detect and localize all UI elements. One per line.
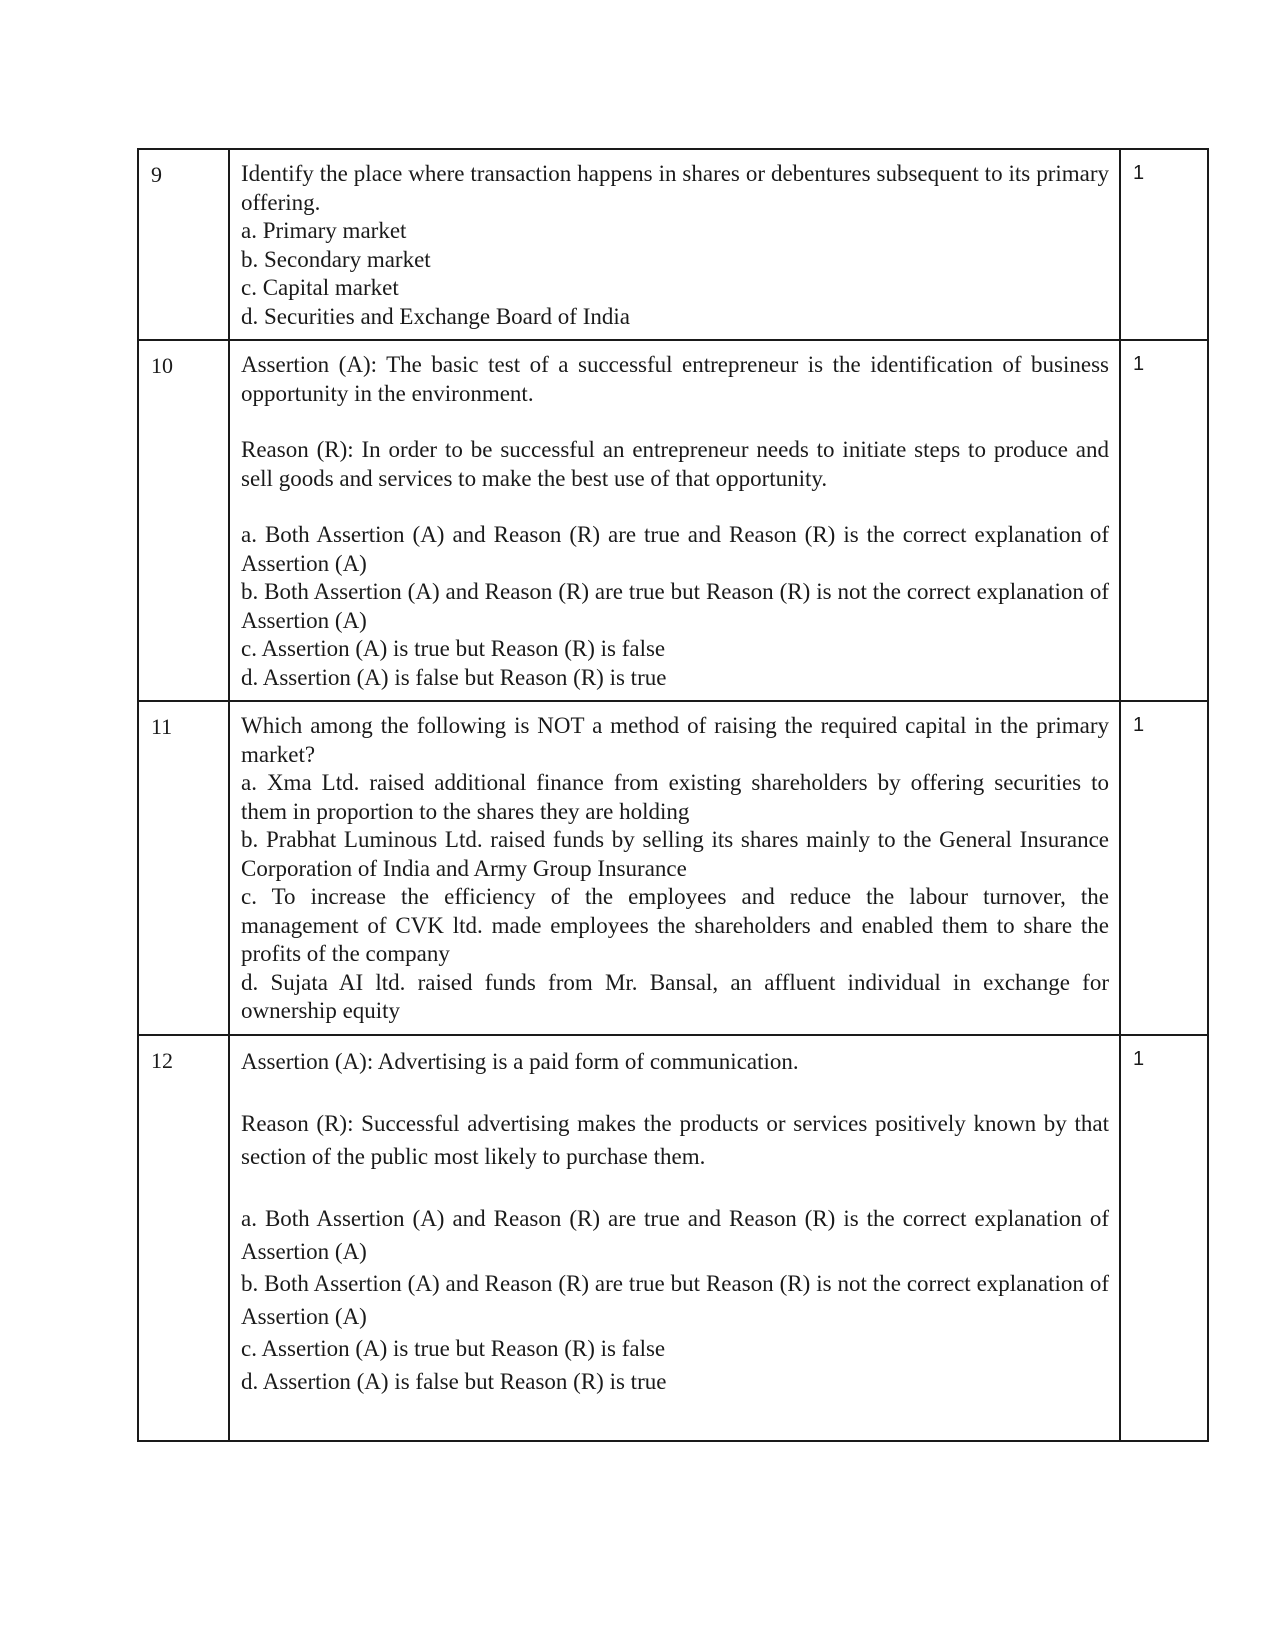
question-marks: 1 bbox=[1120, 1035, 1208, 1441]
question-marks: 1 bbox=[1120, 340, 1208, 701]
question-stem: Which among the following is NOT a method of raising the required capital in the primary market? bbox=[241, 713, 1109, 767]
reason-text: Reason (R): In order to be successful an entrepreneur needs to initiate steps to produce and sell goods and services to make the best use of that opportunity. bbox=[241, 437, 1109, 491]
option-c: c. To increase the efficiency of the employees and reduce the labour turnover, the management of CVK ltd. made employees the shareholders and enabled them to share the profits of the company bbox=[241, 884, 1109, 966]
option-d: d. Sujata AI ltd. raised funds from Mr. Bansal, an affluent individual in exchange for ownership equity bbox=[241, 969, 1109, 1023]
option-a: a. Xma Ltd. raised additional finance from existing shareholders by offering securities to them in proportion to the shares they are holding bbox=[241, 770, 1109, 824]
option-d: d. Assertion (A) is false but Reason (R) is true bbox=[241, 664, 667, 690]
question-text bbox=[229, 340, 1120, 701]
option-a: a. Both Assertion (A) and Reason (R) are true and Reason (R) is the correct explanation of Assertion (A) bbox=[241, 522, 1109, 576]
option-c: c. Assertion (A) is true but Reason (R) is false bbox=[241, 636, 666, 661]
assertion-text: Assertion (A): The basic test of a successful entrepreneur is the identification of business opportunity in the environment. bbox=[241, 352, 1109, 406]
question-table bbox=[137, 148, 1209, 1442]
option-d: d. Assertion (A) is false but Reason (R) is true bbox=[241, 1368, 667, 1394]
option-c: c. Capital market bbox=[241, 275, 399, 300]
question-marks: 1 bbox=[1120, 149, 1208, 340]
question-number: 9 bbox=[138, 149, 229, 340]
option-b: b. Prabhat Luminous Ltd. raised funds by selling its shares mainly to the General Insurance Corporation of India and Army Group Insurance bbox=[241, 827, 1109, 881]
question-number: 11 bbox=[138, 701, 229, 1035]
option-a: a. Primary market bbox=[241, 218, 407, 243]
question-row-10 bbox=[138, 340, 1208, 701]
question-text bbox=[229, 1035, 1120, 1441]
option-b: b. Both Assertion (A) and Reason (R) are true but Reason (R) is not the correct explanation of Assertion (A) bbox=[241, 1271, 1109, 1329]
question-number: 10 bbox=[138, 340, 229, 701]
option-a: a. Both Assertion (A) and Reason (R) are true and Reason (R) is the correct explanation of Assertion (A) bbox=[241, 1206, 1109, 1264]
option-b: b. Both Assertion (A) and Reason (R) are true but Reason (R) is not the correct explanation of Assertion (A) bbox=[241, 579, 1109, 633]
question-row-11 bbox=[138, 701, 1208, 1035]
option-d: d. Securities and Exchange Board of India bbox=[241, 303, 630, 329]
question-row-9 bbox=[138, 149, 1208, 340]
reason-text: Reason (R): Successful advertising makes the products or services positively known by that section of the public most likely to purchase them. bbox=[241, 1111, 1109, 1169]
question-text bbox=[229, 149, 1120, 340]
question-stem: Identify the place where transaction happens in shares or debentures subsequent to its primary offering. bbox=[241, 161, 1109, 215]
assertion-text: Assertion (A): Advertising is a paid form of communication. bbox=[241, 1048, 799, 1074]
question-number: 12 bbox=[138, 1035, 229, 1441]
question-text bbox=[229, 701, 1120, 1035]
option-b: b. Secondary market bbox=[241, 246, 431, 272]
question-row-12 bbox=[138, 1035, 1208, 1441]
question-marks: 1 bbox=[1120, 701, 1208, 1035]
option-c: c. Assertion (A) is true but Reason (R) is false bbox=[241, 1336, 666, 1361]
